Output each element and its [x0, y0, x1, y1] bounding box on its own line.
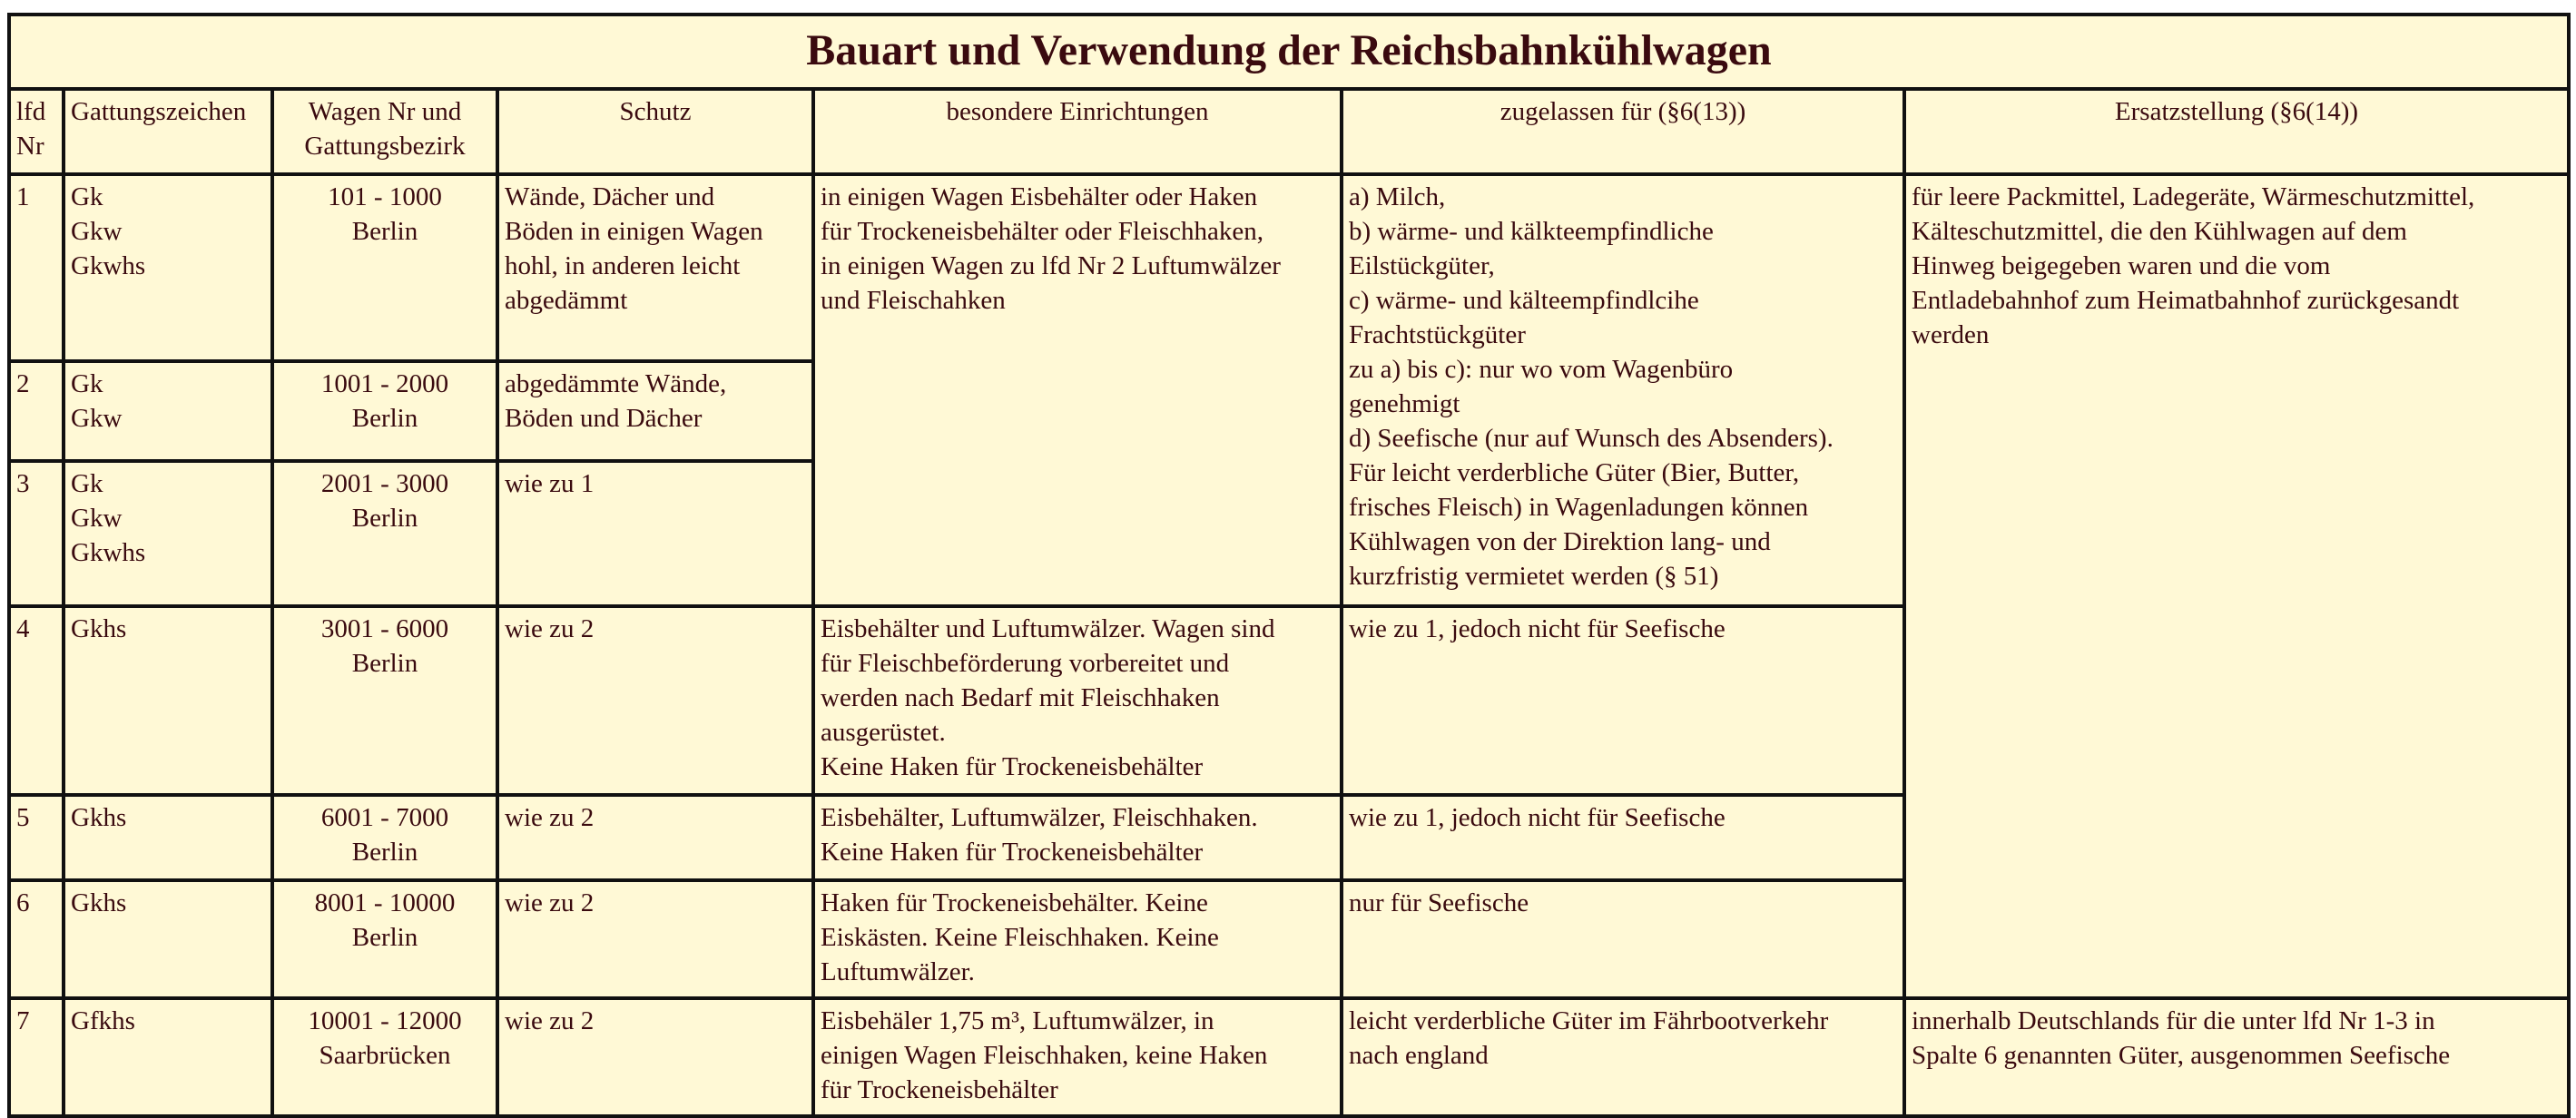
- header-lfd-nr: lfd Nr: [9, 89, 64, 174]
- cell-lfd-nr: 6: [9, 880, 64, 998]
- cell-schutz: Wände, Dächer und Böden in einigen Wagen hohl, in anderen leicht abgedämmt: [497, 174, 813, 361]
- cell-lfd-nr: 5: [9, 795, 64, 880]
- cell-schutz: wie zu 2: [497, 998, 813, 1116]
- cell-gattungszeichen: Gkhs: [64, 880, 272, 998]
- cell-wagen-nr: 2001 - 3000 Berlin: [272, 461, 497, 606]
- table-row: [9, 998, 2569, 1116]
- cell-lfd-nr: 7: [9, 998, 64, 1116]
- table-container: [7, 13, 2567, 1118]
- cell-zugelassen: leicht verderbliche Güter im Fährbootverkehr nach england: [1342, 998, 1904, 1116]
- cell-besondere-einrichtungen: Eisbehälter, Luftumwälzer, Fleischhaken. Keine Haken für Trockeneisbehälter: [813, 795, 1342, 880]
- title-row: [9, 15, 2569, 89]
- cell-zugelassen: wie zu 1, jedoch nicht für Seefische: [1342, 795, 1904, 880]
- header-row: [9, 89, 2569, 174]
- cell-lfd-nr: 4: [9, 606, 64, 795]
- cell-wagen-nr: 8001 - 10000 Berlin: [272, 880, 497, 998]
- kuehlwagen-table: [7, 13, 2571, 1118]
- table-title: Bauart und Verwendung der Reichsbahnkühlwagen: [9, 15, 2569, 89]
- cell-lfd-nr: 2: [9, 361, 64, 461]
- cell-schutz: wie zu 2: [497, 795, 813, 880]
- cell-gattungszeichen: Gfkhs: [64, 998, 272, 1116]
- cell-wagen-nr: 101 - 1000 Berlin: [272, 174, 497, 361]
- cell-wagen-nr: 6001 - 7000 Berlin: [272, 795, 497, 880]
- cell-zugelassen: nur für Seefische: [1342, 880, 1904, 998]
- cell-gattungszeichen: Gkhs: [64, 795, 272, 880]
- cell-ersatzstellung: innerhalb Deutschlands für die unter lfd Nr 1-3 in Spalte 6 genannten Güter, ausgenommen Seefische: [1904, 998, 2569, 1116]
- header-zugelassen: zugelassen für (§6(13)): [1342, 89, 1904, 174]
- table-row: [9, 174, 2569, 361]
- cell-besondere-einrichtungen: Haken für Trockeneisbehälter. Keine Eiskästen. Keine Fleischhaken. Keine Luftumwälzer.: [813, 880, 1342, 998]
- cell-besondere-einrichtungen: in einigen Wagen Eisbehälter oder Haken für Trockeneisbehälter oder Fleischhaken, in einigen Wagen zu lfd Nr 2 Luftumwälzer und Fleischahken: [813, 174, 1342, 606]
- header-gattungszeichen: Gattungszeichen: [64, 89, 272, 174]
- cell-schutz: wie zu 2: [497, 880, 813, 998]
- cell-gattungszeichen: Gkhs: [64, 606, 272, 795]
- header-schutz: Schutz: [497, 89, 813, 174]
- cell-lfd-nr: 1: [9, 174, 64, 361]
- header-besondere-einrichtungen: besondere Einrichtungen: [813, 89, 1342, 174]
- header-ersatzstellung: Ersatzstellung (§6(14)): [1904, 89, 2569, 174]
- cell-lfd-nr: 3: [9, 461, 64, 606]
- cell-gattungszeichen: Gk Gkw: [64, 361, 272, 461]
- cell-schutz: wie zu 2: [497, 606, 813, 795]
- cell-wagen-nr: 1001 - 2000 Berlin: [272, 361, 497, 461]
- cell-zugelassen: a) Milch, b) wärme- und kälkteempfindliche Eilstückgüter, c) wärme- und kälteempfindlcihe Frachtstückgüter zu a) bis c): nur wo vom Wagenbüro genehmigt d) Seefische (nur auf Wunsch des Absenders). Für leicht verderbliche Güter (Bier, Butter, frisches Fleisch) in Wagenladungen können Kühlwagen von der Direktion lang- und kurzfristig vermietet werden (§ 51): [1342, 174, 1904, 606]
- cell-zugelassen: wie zu 1, jedoch nicht für Seefische: [1342, 606, 1904, 795]
- cell-gattungszeichen: Gk Gkw Gkwhs: [64, 461, 272, 606]
- cell-schutz: abgedämmte Wände, Böden und Dächer: [497, 361, 813, 461]
- cell-wagen-nr: 10001 - 12000 Saarbrücken: [272, 998, 497, 1116]
- cell-schutz: wie zu 1: [497, 461, 813, 606]
- header-wagen-nr: Wagen Nr und Gattungsbezirk: [272, 89, 497, 174]
- cell-besondere-einrichtungen: Eisbehäler 1,75 m³, Luftumwälzer, in einigen Wagen Fleischhaken, keine Haken für Trockeneisbehälter: [813, 998, 1342, 1116]
- cell-ersatzstellung: für leere Packmittel, Ladegeräte, Wärmeschutzmittel, Kälteschutzmittel, die den Kühlwagen auf dem Hinweg beigegeben waren und die vom Entladebahnhof zum Heimatbahnhof zurückgesandt werden: [1904, 174, 2569, 998]
- cell-besondere-einrichtungen: Eisbehälter und Luftumwälzer. Wagen sind für Fleischbeförderung vorbereitet und werden nach Bedarf mit Fleischhaken ausgerüstet. Keine Haken für Trockeneisbehälter: [813, 606, 1342, 795]
- cell-gattungszeichen: Gk Gkw Gkwhs: [64, 174, 272, 361]
- cell-wagen-nr: 3001 - 6000 Berlin: [272, 606, 497, 795]
